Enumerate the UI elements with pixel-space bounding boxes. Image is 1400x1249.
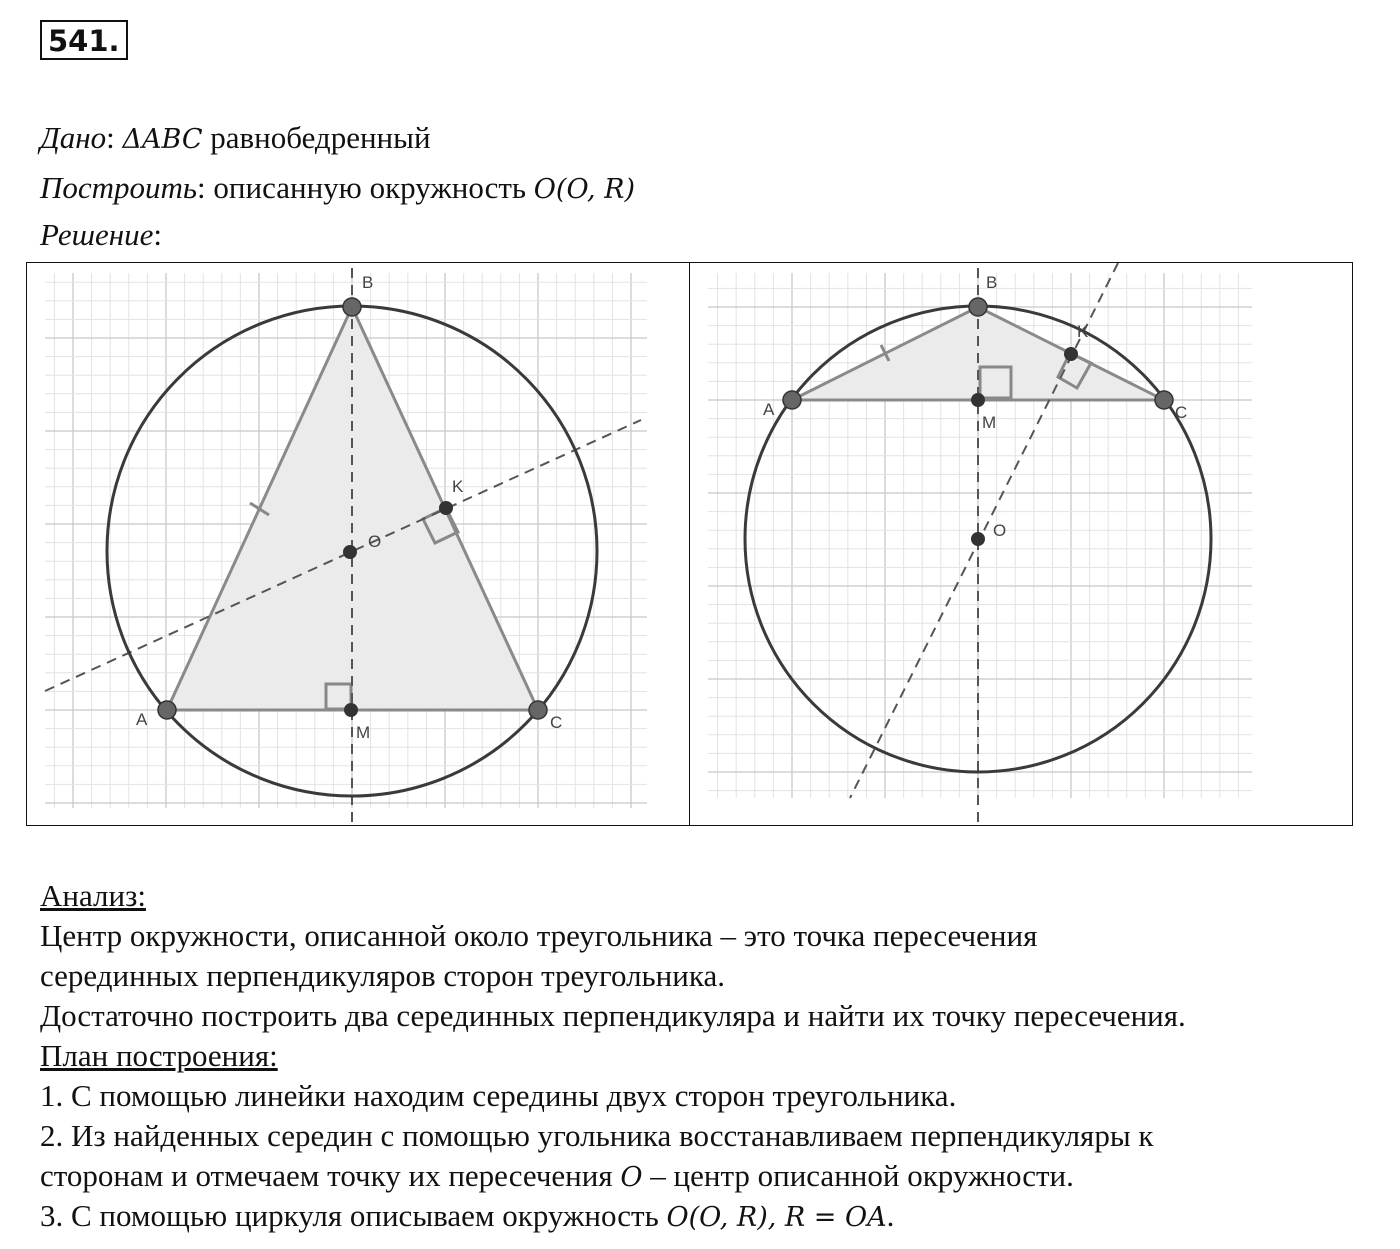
- left-label-k: K: [452, 477, 464, 496]
- analysis-line-2: серединных перпендикуляров сторон треугольника.: [40, 958, 725, 993]
- given-label: Дано: [40, 120, 107, 155]
- left-point-o: [343, 545, 357, 559]
- right-point-a: [783, 391, 801, 409]
- right-label-o: O: [993, 521, 1007, 540]
- colon: :: [153, 217, 162, 252]
- left-point-c: [529, 701, 547, 719]
- left-figure-panel: [26, 262, 690, 826]
- plan-heading: План построения:: [40, 1038, 278, 1073]
- plan-step-2-line-2: [40, 1156, 1074, 1198]
- plan-step-3-text-a: 3. С помощью циркуля описываем окружность: [40, 1198, 667, 1233]
- left-figure: [27, 263, 690, 826]
- given-math: ΔABC: [122, 124, 203, 155]
- right-figure: [690, 263, 1353, 826]
- construct-text: описанную окружность: [213, 170, 527, 205]
- construct-label: Построить: [40, 170, 198, 205]
- right-point-b: [969, 298, 987, 316]
- problem-number: 541.: [40, 20, 128, 60]
- analysis-line-1: Центр окружности, описанной около треугольника – это точка пересечения: [40, 918, 1038, 953]
- given-text: равнобедренный: [210, 120, 431, 155]
- left-label-o: O: [368, 532, 382, 551]
- right-point-o: [971, 532, 985, 546]
- left-point-k: [439, 501, 453, 515]
- left-point-a: [158, 701, 176, 719]
- plan-step-2-text-b: – центр описанной окружности.: [642, 1158, 1074, 1193]
- right-label-b: B: [986, 273, 998, 292]
- plan-step-2-text-a: сторонам и отмечаем точку их пересечения: [40, 1158, 621, 1193]
- colon: :: [197, 170, 206, 205]
- left-label-a: A: [136, 710, 148, 729]
- right-point-k: [1064, 347, 1078, 361]
- construct-math: O(O, R): [533, 174, 636, 205]
- construct-line: [40, 168, 635, 210]
- solution-line: [40, 215, 162, 255]
- right-label-k: K: [1077, 322, 1089, 341]
- given-line: [40, 118, 431, 160]
- right-figure-panel: [689, 262, 1353, 826]
- left-label-c: C: [550, 713, 563, 732]
- plan-step-3: [40, 1196, 894, 1238]
- right-point-c: [1155, 391, 1173, 409]
- right-label-a: A: [763, 400, 775, 419]
- plan-step-2-math: O: [620, 1162, 643, 1193]
- right-label-m: M: [982, 413, 997, 432]
- right-label-c: C: [1175, 403, 1188, 422]
- plan-step-3-text-b: .: [886, 1198, 895, 1233]
- analysis-heading: Анализ:: [40, 878, 146, 913]
- plan-step-3-math: O(O, R), R = OA: [666, 1202, 887, 1233]
- left-label-b: B: [362, 273, 374, 292]
- solution-label: Решение: [40, 217, 154, 252]
- plan-step-1: 1. С помощью линейки находим середины двух сторон треугольника.: [40, 1078, 957, 1113]
- left-point-b: [343, 298, 361, 316]
- analysis-line-3: Достаточно построить два серединных перпендикуляра и найти их точку пересечения.: [40, 998, 1186, 1033]
- colon: :: [106, 120, 115, 155]
- right-point-m: [971, 393, 985, 407]
- left-point-m: [344, 703, 358, 717]
- plan-step-2-line-1: 2. Из найденных середин с помощью угольника восстанавливаем перпендикуляры к: [40, 1118, 1154, 1153]
- left-label-m: M: [356, 723, 371, 742]
